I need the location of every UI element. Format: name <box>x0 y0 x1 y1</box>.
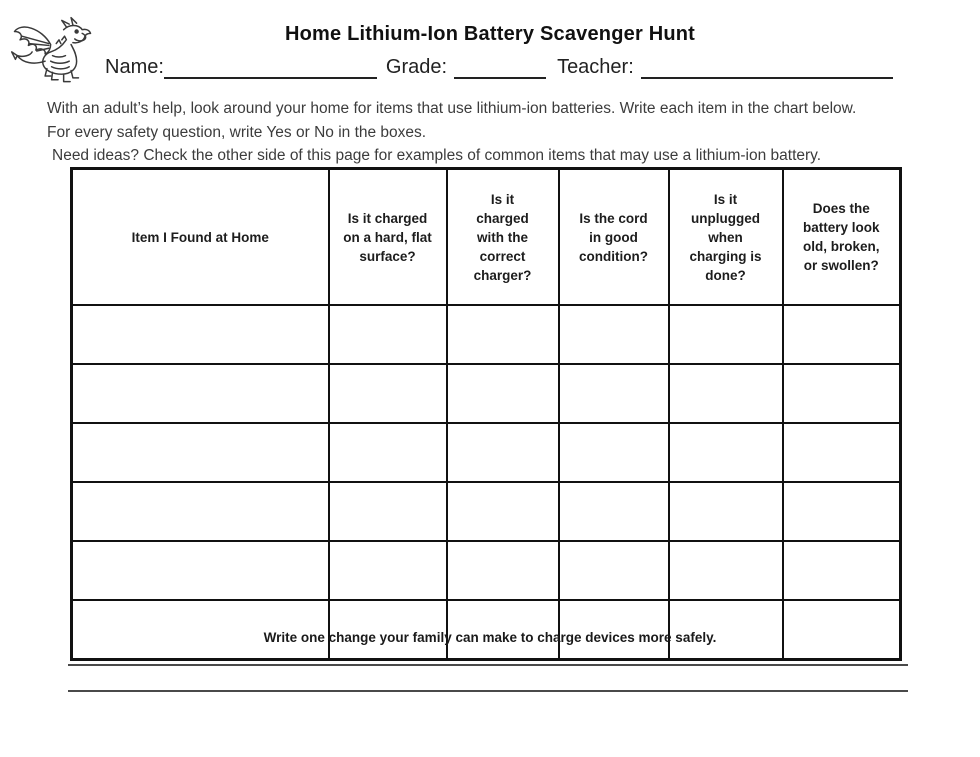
table-cell[interactable] <box>329 305 447 364</box>
table-cell[interactable] <box>783 482 901 541</box>
table-cell[interactable] <box>783 423 901 482</box>
grade-label: Grade: <box>385 56 448 78</box>
name-blank[interactable] <box>164 55 377 79</box>
table-cell[interactable] <box>447 482 559 541</box>
table-cell[interactable] <box>669 541 783 600</box>
table-cell[interactable] <box>72 423 329 482</box>
table-cell[interactable] <box>447 541 559 600</box>
table-cell[interactable] <box>329 364 447 423</box>
table-row <box>72 541 901 600</box>
column-header-unplugged-when-done: Is it unplugged when charging is done? <box>669 169 783 306</box>
table-cell[interactable] <box>669 364 783 423</box>
teacher-blank[interactable] <box>641 55 893 79</box>
table-cell[interactable] <box>329 482 447 541</box>
writing-line-2[interactable] <box>68 690 908 692</box>
student-info-row <box>105 53 915 79</box>
column-header-hard-flat-surface: Is it charged on a hard, flat surface? <box>329 169 447 306</box>
table-cell[interactable] <box>559 364 669 423</box>
table-cell[interactable] <box>669 305 783 364</box>
table-row <box>72 305 901 364</box>
table-cell[interactable] <box>329 423 447 482</box>
table-cell[interactable] <box>447 364 559 423</box>
table-cell[interactable] <box>783 364 901 423</box>
column-header-item-found: Item I Found at Home <box>72 169 329 306</box>
grade-blank[interactable] <box>454 55 546 79</box>
table-cell[interactable] <box>447 305 559 364</box>
teacher-label: Teacher: <box>557 56 634 78</box>
table-cell[interactable] <box>447 423 559 482</box>
table-cell[interactable] <box>669 423 783 482</box>
table-cell[interactable] <box>72 482 329 541</box>
table-row <box>72 482 901 541</box>
instructions-line-2: For every safety question, write Yes or No in the boxes. <box>47 123 427 141</box>
page-title: Home Lithium-Ion Battery Scavenger Hunt <box>284 23 696 45</box>
table-cell[interactable] <box>72 541 329 600</box>
column-header-battery-condition: Does the battery look old, broken, or swollen? <box>783 169 901 306</box>
column-header-cord-condition: Is the cord in good condition? <box>559 169 669 306</box>
instructions-line-3: Need ideas? Check the other side of this page for examples of common items that may use a lithium-ion battery. <box>52 147 822 164</box>
table-cell[interactable] <box>559 541 669 600</box>
scavenger-hunt-table <box>70 167 902 661</box>
table-cell[interactable] <box>559 305 669 364</box>
table-row <box>72 364 901 423</box>
table-cell[interactable] <box>783 541 901 600</box>
table-cell[interactable] <box>559 423 669 482</box>
instructions-line-1: With an adult’s help, look around your home for items that use lithium-ion batteries. Write each item in the chart below. <box>47 100 857 117</box>
table-cell[interactable] <box>72 305 329 364</box>
table-cell[interactable] <box>329 541 447 600</box>
table-row <box>72 423 901 482</box>
table-cell[interactable] <box>72 364 329 423</box>
name-label: Name: <box>105 56 164 78</box>
instructions <box>47 97 947 168</box>
footer-prompt: Write one change your family can make to charge devices more safely. <box>263 630 717 645</box>
column-header-correct-charger: Is it charged with the correct charger? <box>447 169 559 306</box>
table-cell[interactable] <box>669 482 783 541</box>
table-cell[interactable] <box>783 305 901 364</box>
table-header-row <box>72 169 901 306</box>
table-cell[interactable] <box>559 482 669 541</box>
writing-line-1[interactable] <box>68 664 908 666</box>
